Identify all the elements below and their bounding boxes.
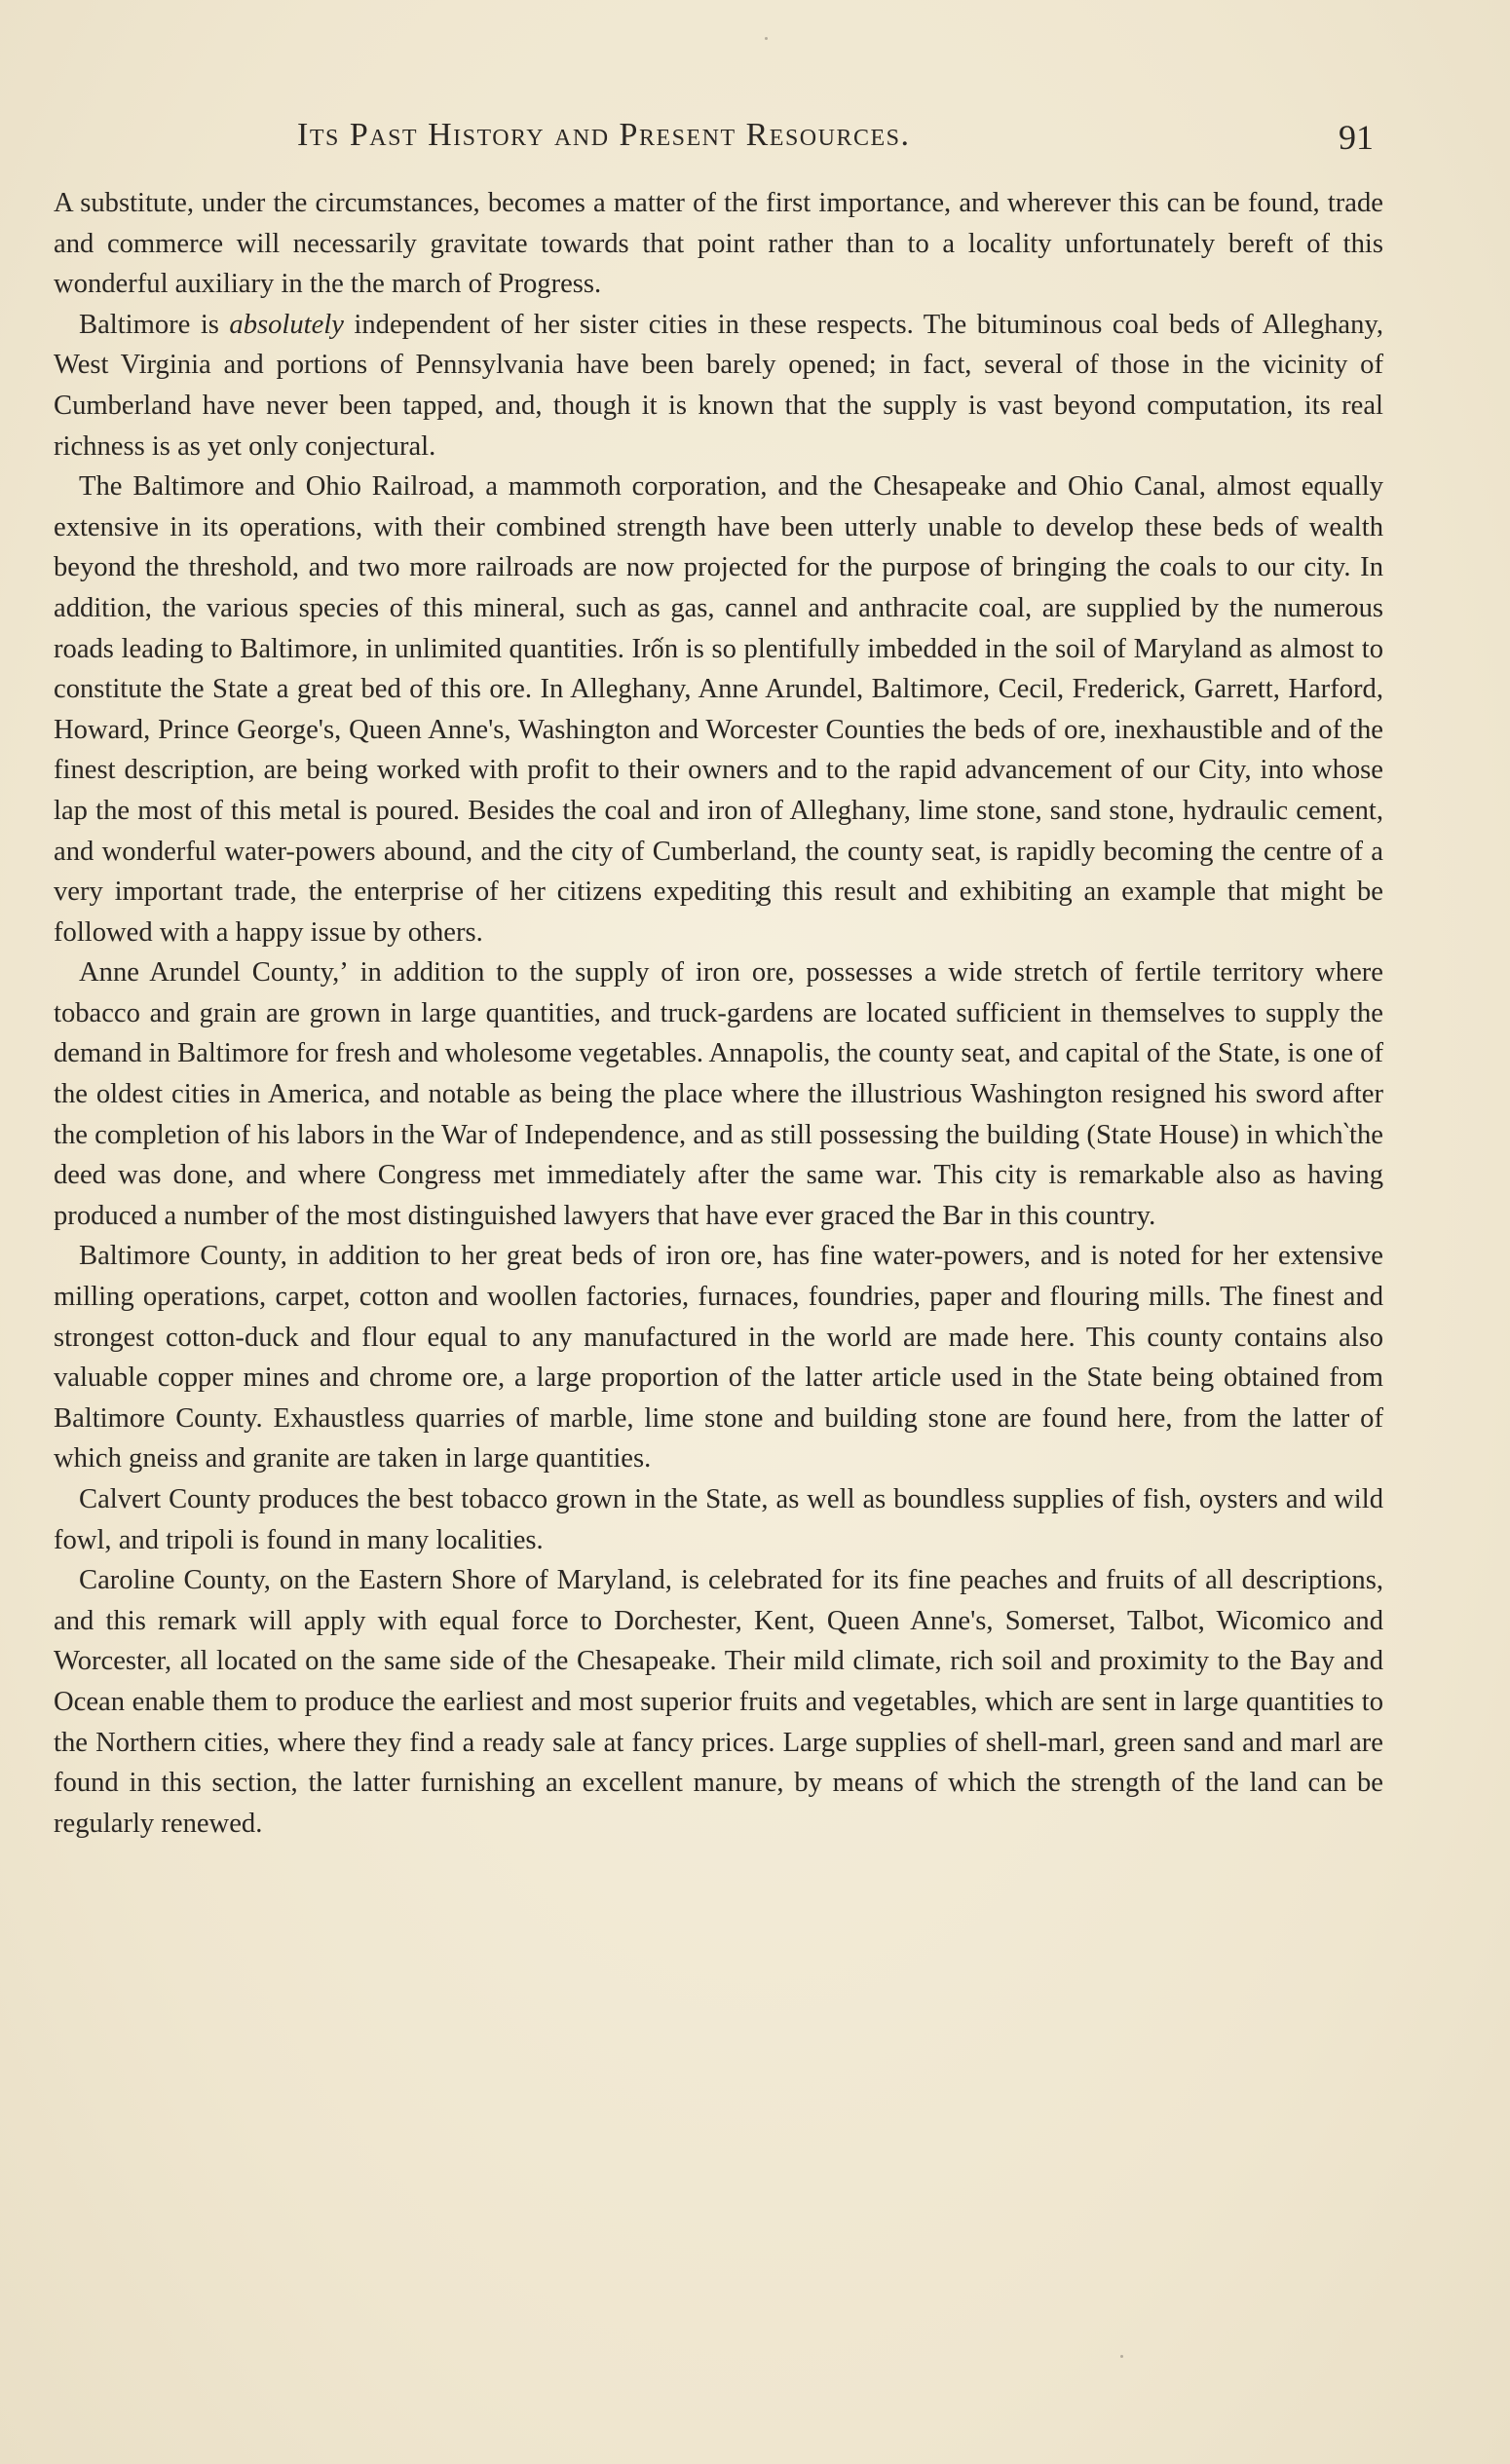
paragraph: Anne Arundel County,ʼ in addition to the supply of iron ore, possesses a wide stretch of fertile territory where tobacco and grain are grown in large quantities, and truck-gardens are located sufficient in themselves to supply the demand in Baltimore for fresh and wholesome vegetables. Annapolis, the county seat, and capital of the State, is one of the oldest cities in America, and notable as being the place where the illustrious Washington resigned his sword after the completion of his labors in the War of Independence, and as still possessing the building (State House) in which‵the deed was done, and where Congress met immediately after the same war. This city is remarkable also as having produced a number of the most distinguished lawyers that have ever graced the Bar in this country. (54, 957, 1383, 1231)
paragraph: A substitute, under the circumstances, becomes a matter of the first importance, and wherever this can be found, trade and commerce will necessarily gravitate towards that point rather than to a locality unfortunately bereft of this wonderful auxiliary in the the march of Progress. (54, 188, 1383, 300)
running-title: Its Past History and Present Resources. (297, 117, 911, 153)
paragraph (54, 305, 1383, 467)
page-number: 91 (1339, 118, 1374, 157)
paragraph: Caroline County, on the Eastern Shore of Maryland, is celebrated for its fine peaches and fruits of all descriptions, and this remark will apply with equal force to Dorchester, Kent, Queen Anne's, Somerset, Talbot, Wicomico and Worcester, all located on the same side of the Chesapeake. Their mild climate, rich soil and proximity to the Bay and Ocean enable them to produce the earliest and most superior fruits and vegetables, which are sent in large quantities to the Northern cities, where they find a ready sale at fancy prices. Large supplies of shell-marl, green sand and marl are found in this section, the latter furnishing an excellent manure, by means of which the strength of the land can be regularly renewed. (54, 1565, 1383, 1839)
paragraph-text-lead: Baltimore is (79, 309, 230, 340)
body-text (54, 183, 1383, 1844)
page-header (54, 117, 1374, 171)
paragraph: Baltimore County, in addition to her great beds of iron ore, has fine water-powers, and is noted for her extensive milling operations, carpet, cotton and woollen factories, furnaces, foundries, paper and flouring mills. The finest and strongest cotton-duck and flour equal to any manufactured in the world are made here. This county contains also valuable copper mines and chrome ore, a large proportion of the latter article used in the State being obtained from Baltimore County. Exhaustless quarries of marble, lime stone and building stone are found here, from the latter of which gneiss and granite are taken in large quantities. (54, 1241, 1383, 1475)
paper-speck (765, 37, 768, 40)
paragraph: The Baltimore and Ohio Railroad, a mammoth corporation, and the Chesapeake and Ohio Canal, almost equally extensive in its operations, with their combined strength have been utterly unable to develop these beds of wealth beyond the threshold, and two more railroads are now projected for the purpose of bringing the coals to our city. In addition, the various species of this mineral, such as gas, cannel and anthracite coal, are supplied by the numerous roads leading to Baltimore, in unlimited quantities. Irốn is so plentifully imbedded in the soil of Maryland as almost to constitute the State a great bed of this ore. In Alleghany, Anne Arundel, Baltimore, Cecil, Frederick, Garrett, Harford, Howard, Prince George's, Queen Anne's, Washington and Worcester Counties the beds of ore, inexhaustible and of the finest description, are being worked with profit to their owners and to the rapid advancement of our City, into whose lap the most of this metal is poured. Besides the coal and iron of Alleghany, lime stone, sand stone, hydraulic cement, and wonderful water-powers abound, and the city of Cumberland, the county seat, is rapidly becoming the centre of a very important trade, the enterprise of her citizens expeditin̦g this result and exhibiting an example that might be followed with a happy issue by others. (54, 471, 1383, 948)
paper-speck (1120, 2355, 1123, 2358)
paragraph: Calvert County produces the best tobacco grown in the State, as well as boundless supplies of fish, oysters and wild fowl, and tripoli is found in many localities. (54, 1484, 1383, 1555)
paragraph-text-rest: independent of her sister cities in these respects. The bituminous coal beds of Alleghany, West Virginia and portions of Pennsylvania have been barely opened; in fact, several of those in the vicinity of Cumberland have never been tapped, and, though it is known that the supply is vast beyond computation, its real richness is as yet only conjectural. (54, 309, 1383, 462)
emphasis-text: absolutely (229, 309, 344, 340)
